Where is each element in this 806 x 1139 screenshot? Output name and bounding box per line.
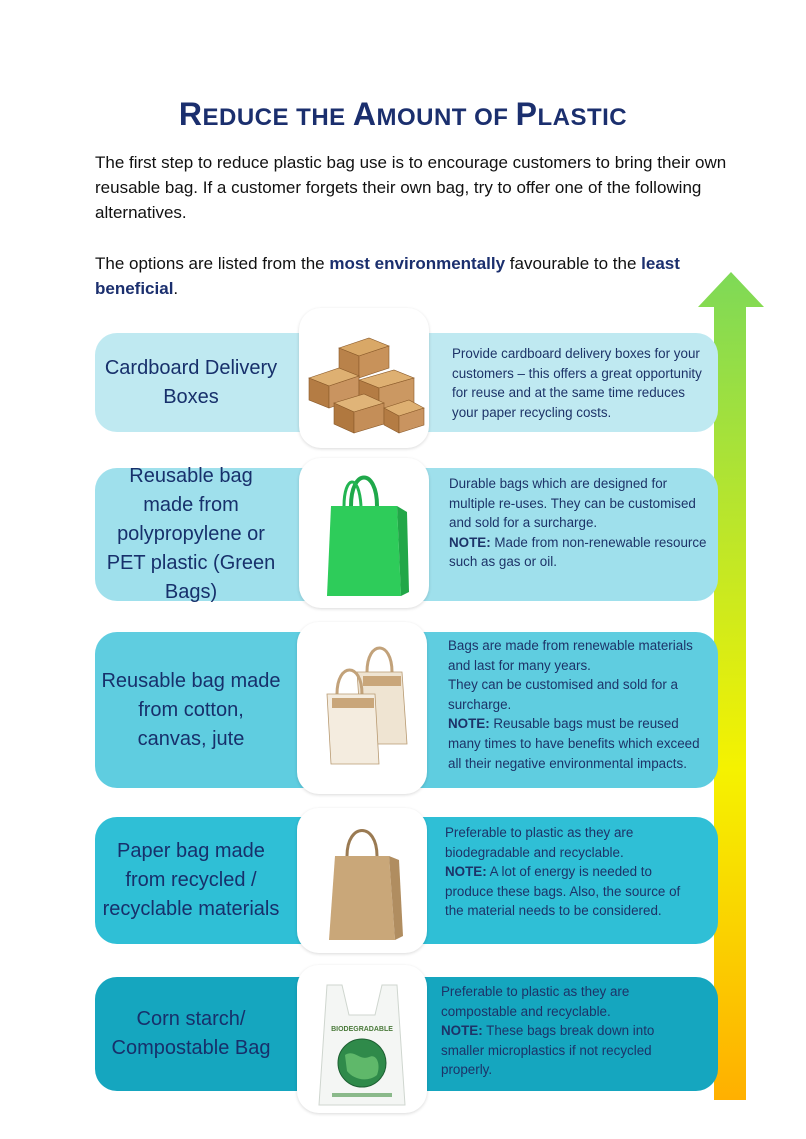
option-description: Durable bags which are designed for multiple re-uses. They can be customised and sold for a surcharge. NOTE: Made from non-renewable resource such as gas or oil. [449, 476, 707, 570]
cardboard-boxes-image [299, 308, 429, 448]
green-bag-image [299, 458, 429, 608]
compostable-bag-image [297, 965, 427, 1113]
cardboard-boxes-illustration [299, 308, 429, 448]
option-label: Corn starch/ Compostable Bag [111, 1008, 271, 1059]
option-description: Preferable to plastic as they are biodegradable and recyclable. NOTE: A lot of energy is needed to produce these bags. Also, the source of the material needs to be considered. [445, 825, 681, 919]
canvas-bags-illustration [297, 622, 427, 794]
option-description: Preferable to plastic as they are compostable and recyclable. NOTE: These bags break down into smaller microplastics if not recycled properly. [441, 984, 655, 1078]
option-label: Reusable bag made from polypropylene or PET plastic (Green Bags) [106, 465, 276, 603]
ordering-note: The options are listed from the most environmentally favourable to the least beneficial. [95, 254, 680, 298]
option-label: Paper bag made from recycled / recyclable materials [102, 840, 280, 920]
intro-paragraph: The first step to reduce plastic bag use is to encourage customers to bring their own reusable bag. If a customer forgets their own bag, try to offer one of the following alternatives. [95, 153, 727, 222]
paper-bag-illustration [297, 808, 427, 953]
option-label: Reusable bag made from cotton, canvas, jute [101, 669, 281, 750]
paper-bag-image [297, 808, 427, 953]
compostable-bag-illustration [297, 965, 427, 1113]
page-title: REDUCE THE AMOUNT OF PLASTIC [178, 96, 628, 132]
option-description: Bags are made from renewable materials and last for many years. They can be customised and sold for a surcharge. NOTE: Reusable bags must be reused many times to have benefits which exceed all their negative environmental impacts. [448, 638, 700, 771]
option-label: Cardboard Delivery Boxes [104, 356, 278, 408]
green-bag-illustration [299, 458, 429, 608]
canvas-bags-image [297, 622, 427, 794]
option-description: Provide cardboard delivery boxes for your customers – this offers a great opportunity for reuse and at the same time reduces your paper recycling costs. [452, 346, 702, 420]
bag-print-text: BIODEGRADABLE [331, 1026, 393, 1033]
